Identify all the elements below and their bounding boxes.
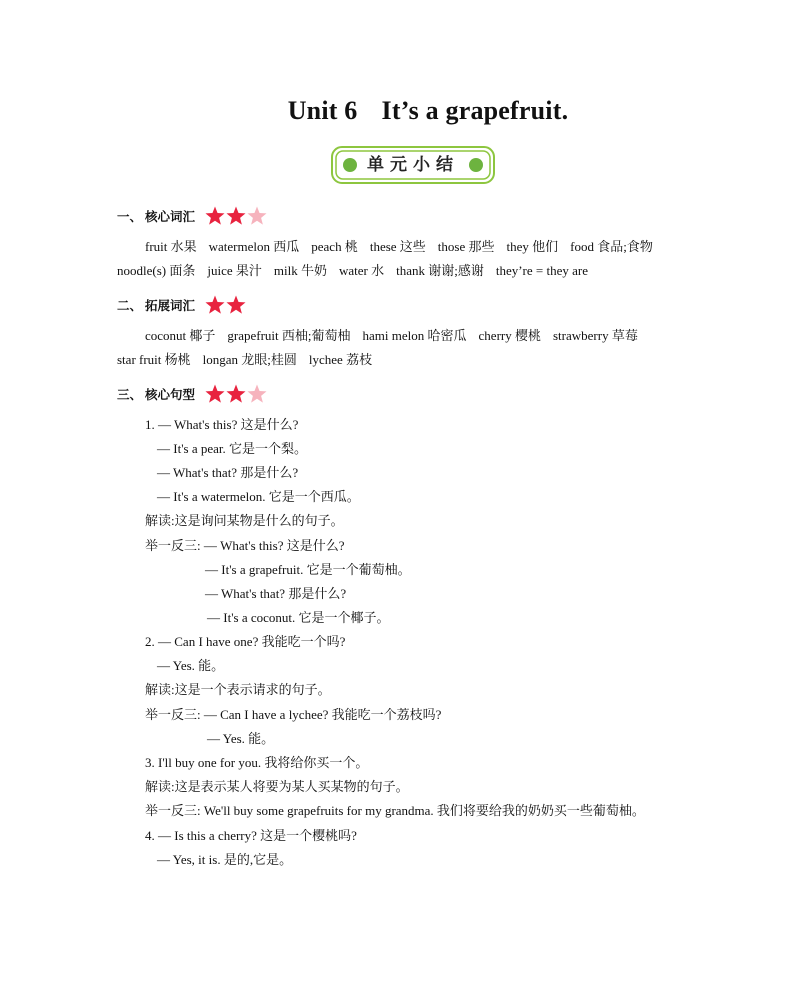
section-number: 三、 (117, 387, 143, 402)
section-label: 核心句型 (145, 387, 196, 402)
section-number: 二、 (117, 298, 143, 313)
stars-graphic (205, 295, 271, 315)
ext-vocab-row-2: star fruit 杨桃 longan 龙眼;桂圆 lychee 荔枝 (117, 352, 373, 367)
star-icon (248, 385, 267, 403)
pattern-line: — What's that? 那是什么? (157, 465, 299, 480)
pattern-line: — It's a grapefruit. 它是一个葡萄柚。 (205, 562, 411, 577)
pattern-line: 解读:这是一个表示请求的句子。 (145, 682, 331, 697)
star-icon (227, 296, 246, 314)
core-vocab-row-2: noodle(s) 面条 juice 果汁 milk 牛奶 water 水 thank 谢谢;感谢 they’re = they are (117, 263, 588, 278)
star-icon (206, 207, 225, 225)
pattern-line: 3. I'll buy one for you. 我将给你买一个。 (145, 755, 369, 770)
pattern-line: 解读:这是表示某人将要为某人买某物的句子。 (145, 779, 409, 794)
star-icon (206, 385, 225, 403)
pattern-line: 举一反三: — What's this? 这是什么? (145, 538, 345, 553)
stars-graphic (205, 384, 271, 404)
pattern-line: — It's a pear. 它是一个梨。 (157, 441, 308, 456)
pattern-line: 4. — Is this a cherry? 这是一个樱桃吗? (145, 828, 357, 843)
pattern-line: 2. — Can I have one? 我能吃一个吗? (145, 634, 346, 649)
star-icon (248, 207, 267, 225)
star-icon (206, 296, 225, 314)
ext-vocab-row-1: coconut 椰子 grapefruit 西柚;葡萄柚 hami melon 哈密瓜 cherry 樱桃 strawberry 草莓 (145, 328, 638, 343)
star-icon (227, 207, 246, 225)
title-phrase: It’s a grapefruit. (381, 96, 569, 125)
pattern-line: 举一反三: We'll buy some grapefruits for my grandma. 我们将要给我的奶奶买一些葡萄柚。 (145, 803, 645, 818)
section-label: 拓展词汇 (145, 298, 196, 313)
stars-graphic (205, 206, 271, 226)
pattern-line: — It's a coconut. 它是一个椰子。 (207, 610, 390, 625)
star-icon (227, 385, 246, 403)
pattern-line: 1. — What's this? 这是什么? (145, 417, 299, 432)
section-label: 核心词汇 (145, 209, 196, 224)
pattern-line: 举一反三: — Can I have a lychee? 我能吃一个荔枝吗? (145, 707, 442, 722)
pattern-line: 解读:这是询问某物是什么的句子。 (145, 513, 344, 528)
section-number: 一、 (117, 209, 143, 224)
pattern-line: — Yes. 能。 (207, 731, 275, 746)
section-ext-vocab-heading (117, 295, 271, 315)
rating-stars (205, 384, 271, 404)
pattern-line: — Yes. 能。 (157, 658, 225, 673)
pattern-line: — What's that? 那是什么? (205, 586, 347, 601)
section-core-vocab-heading (117, 206, 271, 226)
core-vocab-row-1: fruit 水果 watermelon 西瓜 peach 桃 these 这些 those 那些 they 他们 food 食品;食物 (145, 239, 653, 254)
rating-stars (205, 295, 271, 315)
rating-stars (205, 206, 271, 226)
summary-badge (331, 146, 495, 184)
page-title (0, 96, 800, 126)
section-patterns-heading (117, 384, 271, 404)
pattern-line: — Yes, it is. 是的,它是。 (157, 852, 293, 867)
pattern-line: — It's a watermelon. 它是一个西瓜。 (157, 489, 360, 504)
title-unit: Unit 6 (287, 96, 358, 125)
badge-label: 单元小结 (367, 155, 459, 175)
